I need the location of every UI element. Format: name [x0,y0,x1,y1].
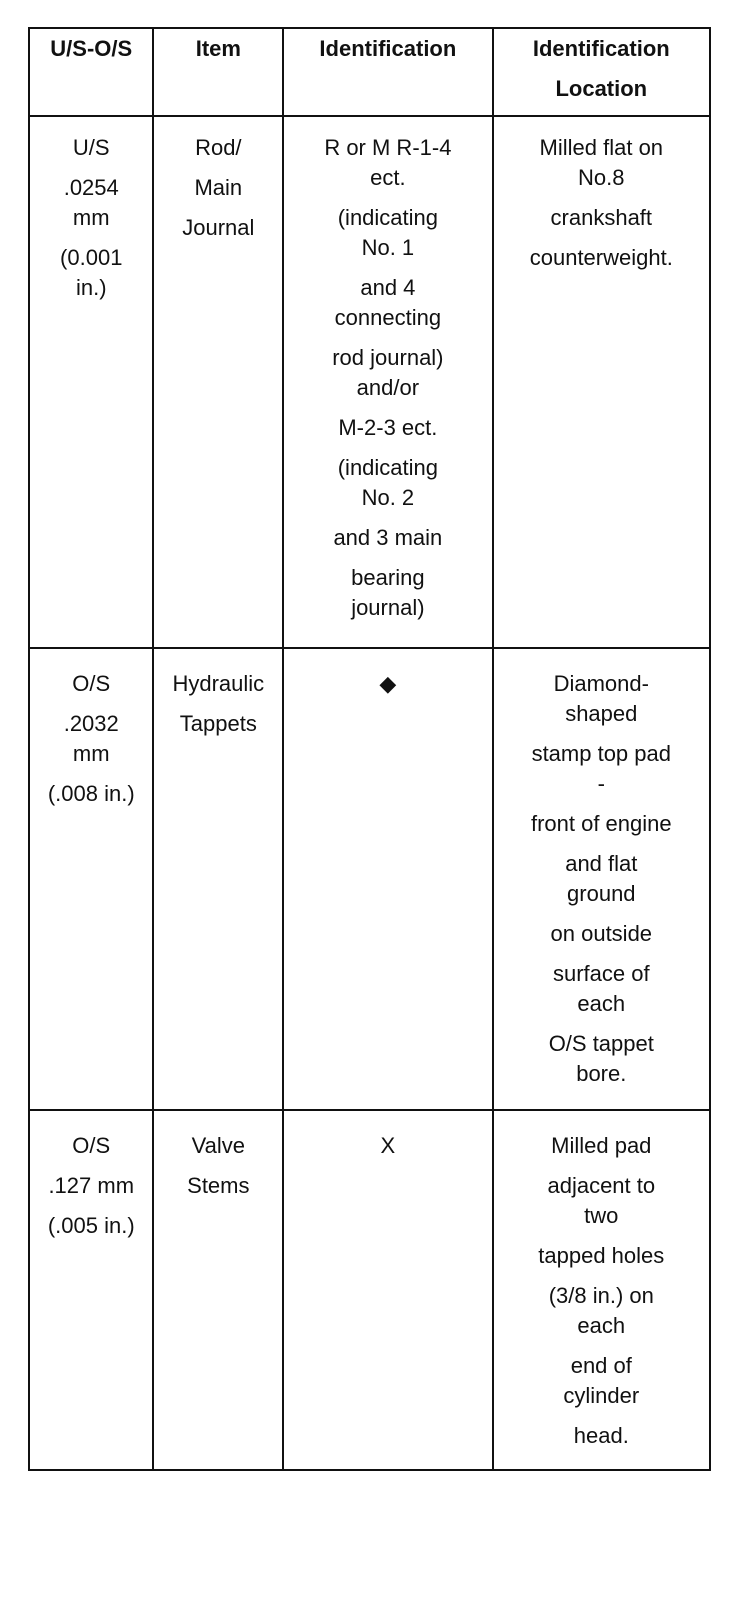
cell-text-line: (indicating [337,205,439,230]
cell-text-line: .127 mm [48,1173,135,1198]
header-text-line: Item [195,36,241,61]
cell-item [153,116,283,648]
cell-text-line: rod journal) [332,345,444,370]
cell-text-line: (0.001 [60,245,123,270]
cell-text-line: (indicating [337,455,439,480]
cell-text-line: (.005 in.) [47,1213,135,1238]
cell-text-line: bore. [576,1061,627,1086]
cell-text-line: front of engine [530,811,672,836]
cell-identification [283,116,492,648]
cell-text-line: shaped [565,701,638,726]
cell-us-os [29,1110,153,1470]
header-identification-location [493,28,710,116]
cell-identification [283,1110,492,1470]
cell-text-line: and/or [356,375,420,400]
identification-table [28,27,711,1471]
header-text-line: U/S-O/S [50,36,133,61]
cell-text-line: Diamond- [553,671,649,696]
cell-text-line: in.) [75,275,107,300]
cell-text-line: Main [194,175,243,200]
cell-us-os [29,116,153,648]
cell-text-line: X [380,1133,396,1158]
cell-text-line: Journal [182,215,255,240]
cell-text-line: Milled pad [551,1133,652,1158]
header-text-line: Identification [319,36,457,61]
cell-text-line: adjacent to [547,1173,656,1198]
table-row [29,648,710,1110]
cell-text-line: tapped holes [538,1243,665,1268]
cell-text-line: - [597,771,605,796]
cell-text-line: journal) [351,595,425,620]
cell-text-line: ground [567,881,636,906]
cell-text-line: Valve [191,1133,246,1158]
header-text-line: Location [555,76,648,101]
cell-text-line: and 4 [360,275,416,300]
cell-text-line: two [584,1203,619,1228]
cell-text-line: O/S [72,671,111,696]
cell-text-line: counterweight. [529,245,673,270]
header-us-os [29,28,153,116]
header-identification [283,28,492,116]
cell-item [153,1110,283,1470]
cell-text-line: head. [573,1423,629,1448]
cell-text-line: on outside [550,921,653,946]
cell-text-line: ect. [370,165,406,190]
cell-text-line: Stems [187,1173,250,1198]
cell-text-line: No. 1 [361,235,415,260]
cell-text-line: mm [72,205,110,230]
table-row [29,1110,710,1470]
cell-text-line: No.8 [578,165,625,190]
cell-text-line: bearing [351,565,425,590]
cell-text-line: mm [72,741,110,766]
cell-text-line: Milled flat on [539,135,664,160]
cell-text-line: .0254 [63,175,119,200]
cell-text-line: ◆ [379,671,397,696]
cell-identification [283,648,492,1110]
cell-text-line: O/S tappet [548,1031,654,1056]
cell-text-line: Tappets [179,711,257,736]
cell-text-line: No. 2 [361,485,415,510]
cell-text-line: M-2-3 ect. [338,415,438,440]
cell-us-os [29,648,153,1110]
cell-identification-location [493,116,710,648]
cell-text-line: O/S [72,1133,111,1158]
cell-text-line: end of [570,1353,632,1378]
cell-text-line: each [577,991,626,1016]
cell-text-line: and 3 main [333,525,443,550]
header-item [153,28,283,116]
cell-identification-location [493,648,710,1110]
cell-item [153,648,283,1110]
cell-text-line: crankshaft [550,205,653,230]
cell-text-line: (3/8 in.) on [548,1283,654,1308]
cell-text-line: stamp top pad [531,741,671,766]
cell-text-line: surface of [552,961,650,986]
cell-text-line: R or M R-1-4 [324,135,452,160]
cell-text-line: Rod/ [195,135,242,160]
cell-text-line: each [577,1313,626,1338]
table-row [29,116,710,648]
cell-text-line: (.008 in.) [47,781,135,806]
cell-text-line: Hydraulic [172,671,265,696]
cell-text-line: U/S [72,135,110,160]
header-row [29,28,710,116]
cell-text-line: cylinder [563,1383,640,1408]
cell-identification-location [493,1110,710,1470]
cell-text-line: .2032 [63,711,119,736]
cell-text-line: connecting [334,305,442,330]
header-text-line: Identification [532,36,670,61]
cell-text-line: and flat [565,851,638,876]
